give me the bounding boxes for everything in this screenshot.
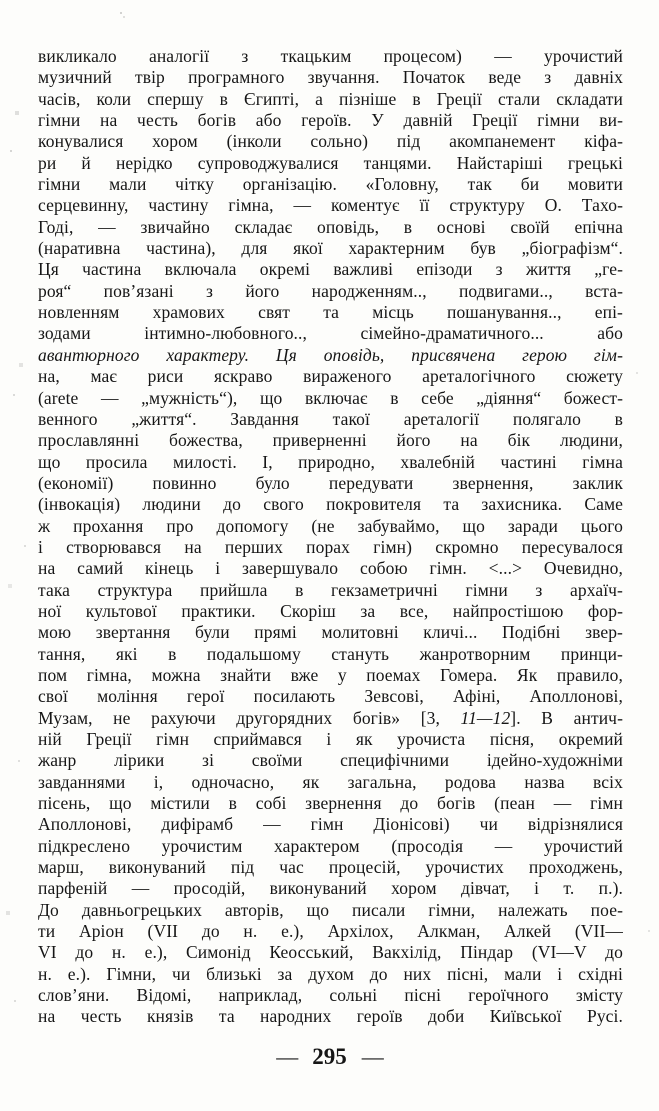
text-line: ри й нерідко супроводжувалися танцями. Найстаріші грецькі xyxy=(38,152,623,173)
text-line: на, має риси яскраво вираженого ареталогічного сюжету xyxy=(38,366,623,387)
text-line: Годі, — звичайно складає оповідь, в основі своїй епічна xyxy=(38,216,623,237)
text-line: що просила милості. І, природно, хвалебній частині гімна xyxy=(38,451,623,472)
text-line: Музам, не рахуючи другорядних богів» [3, 11—12]. В антич- xyxy=(38,707,623,728)
text-line: (економії) повинно було передувати звернення, заклик xyxy=(38,472,623,493)
text-line: музичний твір програмного звучання. Початок веде з давніх xyxy=(38,67,623,88)
text-line: тання, які в подальшому стануть жанротворним принци- xyxy=(38,643,623,664)
text-line: новленням храмових свят та місць пошанування.., епі- xyxy=(38,302,623,323)
text-line: жанр лірики зі своїми специфічними ідейно-художніми xyxy=(38,750,623,771)
text-line: парфеній — просодій, виконуваний хором дівчат, і т. п.). xyxy=(38,878,623,899)
text-line: Аполлонові, дифірамб — гімн Діонісові) чи відрізнялися xyxy=(38,814,623,835)
text-line: підкреслено урочистим характером (просодія — урочистий xyxy=(38,835,623,856)
text-line: пісень, що містили в собі звернення до богів (пеан — гімн xyxy=(38,793,623,814)
text-line: VI до н. е.), Симонід Кеосський, Вакхілід, Піндар (VI—V до xyxy=(38,942,623,963)
text-line: така структура прийшла в гекзаметричні гімни з архаїч- xyxy=(38,579,623,600)
text-line: на самий кінець і завершувало собою гімн. <...> Очевидно, xyxy=(38,558,623,579)
text-line: роя“ пов’язані з його народженням.., подвигами.., вста- xyxy=(38,280,623,301)
text-line: серцевинну, частину гімна, — коментує її структуру О. Тахо- xyxy=(38,195,623,216)
text-line: (наративна частина), для якої характерним був „біографізм“. xyxy=(38,238,623,259)
text-line: (arete — „мужність“), що включає в себе „діяння“ божест- xyxy=(38,387,623,408)
text-line: пом гімна, можна знайти вже у поемах Гомера. Як правило, xyxy=(38,664,623,685)
text-line: Ця частина включала окремі важливі епізоди з життя „ге- xyxy=(38,259,623,280)
text-line: гімни мали чітку організацію. «Головну, так би мовити xyxy=(38,174,623,195)
text-line: прославлянні божества, приверненні його на бік людини, xyxy=(38,430,623,451)
body-text xyxy=(38,46,623,1028)
text-line: марш, виконуваний під час процесій, урочистих проходжень, xyxy=(38,857,623,878)
footer-right-dash: — xyxy=(361,1044,383,1069)
text-line: ної культової практики. Скоріш за все, найпростішою фор- xyxy=(38,600,623,621)
text-line: зодами інтимно-любовного.., сімейно-драматичного... або xyxy=(38,323,623,344)
text-line: венного „життя“. Завдання такої ареталогії полягало в xyxy=(38,408,623,429)
text-line: слов’яни. Відомі, наприклад, сольні пісні героїчного змісту xyxy=(38,985,623,1006)
page-footer xyxy=(0,1044,659,1070)
text-line: ти Аріон (VII до н. е.), Архілох, Алкман, Алкей (VII— xyxy=(38,921,623,942)
text-line: н. е.). Гімни, чи близькі за духом до них пісні, мали і східні xyxy=(38,963,623,984)
footer-left-dash: — xyxy=(276,1044,298,1069)
text-line: на честь князів та народних героїв доби Київської Русі. xyxy=(38,1006,623,1027)
text-line: ній Греції гімн сприймався і як урочиста пісня, окремий xyxy=(38,729,623,749)
text-line: мою звертання були прямі молитовні кличі... Подібні звер- xyxy=(38,622,623,643)
page-number: 295 xyxy=(312,1044,347,1069)
text-line: свої моління герої посилають Зевсові, Афіні, Аполлонові, xyxy=(38,686,623,707)
text-line: авантюрного характеру. Ця оповідь, присвячена герою гім- xyxy=(38,344,623,365)
text-line: конувалися хором (інколи сольно) під акомпанемент кіфа- xyxy=(38,131,623,152)
text-line: і створювався на перших порах гімн) скромно пересувалося xyxy=(38,536,623,557)
scan-noise xyxy=(0,0,2,2)
text-line: завданнями і, одночасно, як загальна, родова назва всіх xyxy=(38,771,623,792)
text-line: ж прохання про допомогу (не забуваймо, що заради цього xyxy=(38,515,623,536)
text-line: (інвокація) людини до свого покровителя та захисника. Саме xyxy=(38,494,623,515)
text-line: До давньогрецьких авторів, що писали гімни, належать пое- xyxy=(38,899,623,920)
text-line: викликало аналогії з ткацьким процесом) — урочистий xyxy=(38,46,623,66)
text-line: гімни на честь богів або героїв. У давній Греції гімни ви- xyxy=(38,110,623,131)
text-line: часів, коли спершу в Єгипті, а пізніше в Греції стали складати xyxy=(38,88,623,109)
